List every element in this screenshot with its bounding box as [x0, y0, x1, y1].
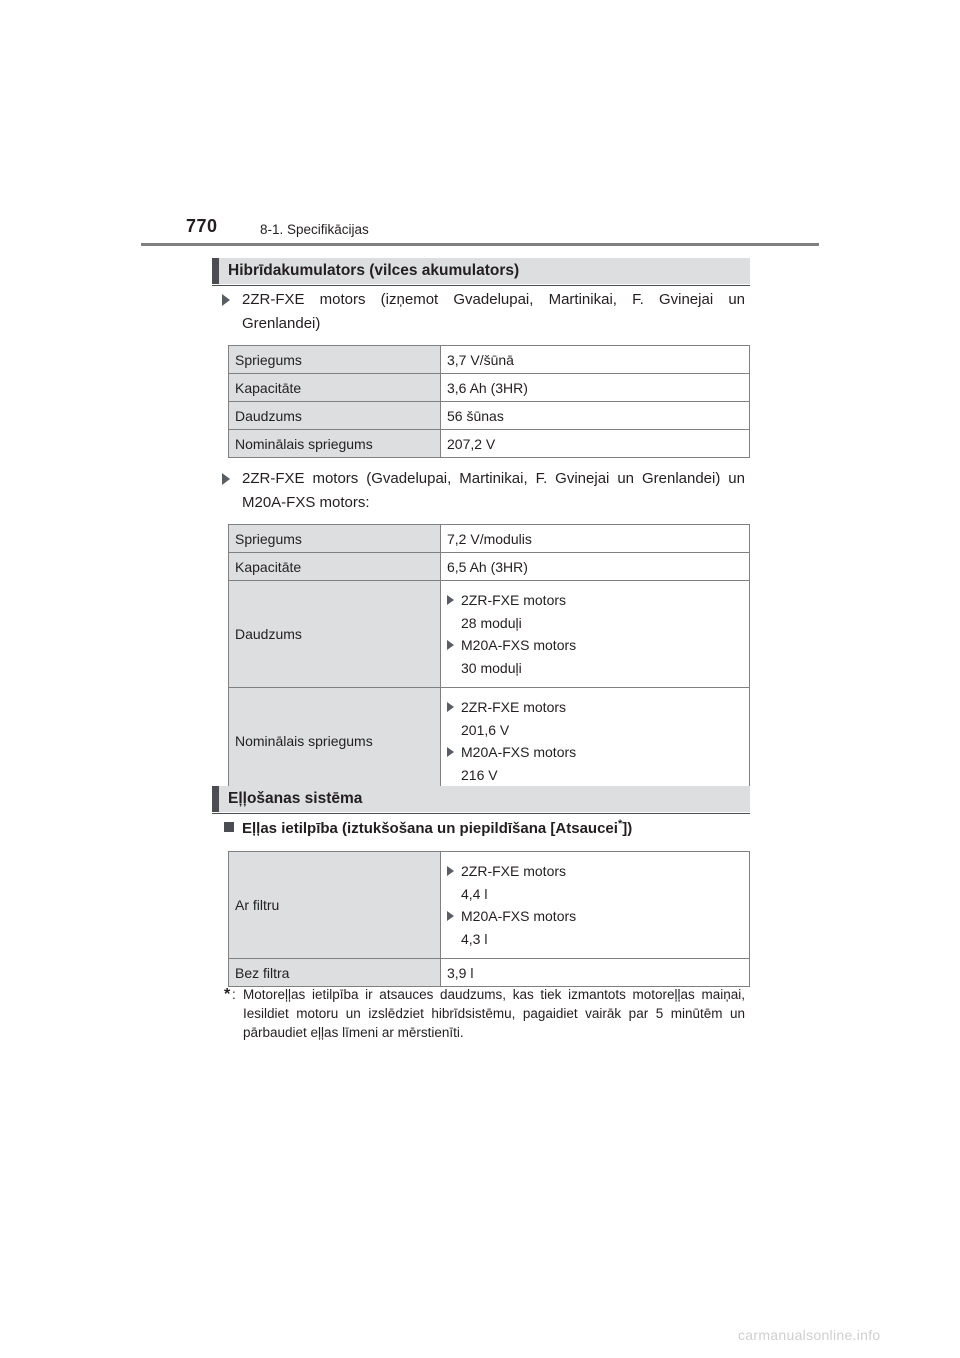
- table-row: [229, 581, 750, 688]
- table-label: Spriegums: [229, 346, 441, 374]
- list-item: [447, 696, 743, 741]
- section-heading-text: Hibrīdakumulators (vilces akumulators): [228, 262, 520, 279]
- engine-value: 216 V: [461, 766, 498, 783]
- engine-value: 201,6 V: [461, 721, 510, 738]
- asterisk-mark: *: [617, 818, 623, 830]
- footnote-colon: :: [232, 987, 236, 1002]
- triangle-bullet-icon: [447, 866, 454, 876]
- watermark: carmanualsonline.info: [738, 1327, 881, 1343]
- table-row: [229, 852, 750, 959]
- paragraph-variant-1: [222, 288, 745, 336]
- engine-name: M20A-FXS motors: [461, 744, 577, 760]
- section-heading-text: Eļļošanas sistēma: [228, 790, 363, 807]
- engine-name: 2ZR-FXE motors: [461, 699, 567, 715]
- triangle-bullet-icon: [447, 747, 454, 757]
- battery-spec-table-2: [228, 524, 750, 795]
- table-value: [441, 852, 750, 959]
- engine-value: 30 moduļi: [461, 659, 522, 676]
- engine-value: 4,4 l: [461, 885, 488, 902]
- table-value: 3,6 Ah (3HR): [441, 374, 750, 402]
- table-row: [229, 374, 750, 402]
- table-value: 3,9 l: [441, 959, 750, 987]
- triangle-bullet-icon: [222, 473, 230, 485]
- chapter-title: 8-1. Specifikācijas: [260, 222, 369, 237]
- page-number: 770: [186, 216, 218, 236]
- table-label: Nominālais spriegums: [229, 430, 441, 458]
- header-rule: [141, 243, 819, 246]
- engine-value: 28 moduļi: [461, 614, 522, 631]
- oil-capacity-subheading: [224, 818, 632, 837]
- paragraph-text: 2ZR-FXE motors (Gvadelupai, Martinikai, F. Gvinejai un Grenlandei) un M20A-FXS motors:: [242, 470, 745, 511]
- subheading-text: Eļļas ietilpība (iztukšošana un piepildīšana [Atsaucei: [242, 820, 618, 837]
- footnote-body: Motoreļļas ietilpība ir atsauces daudzums, kas tiek izmantots motoreļļas maiņai, Iesildiet motoru un izslēdziet hibrīdsistēmu, pagaidiet vairāk par 5 minūtēm un pārbaudiet eļļas līmeni ar mērstienīti.: [243, 987, 745, 1040]
- engine-name: M20A-FXS motors: [461, 637, 577, 653]
- triangle-bullet-icon: [447, 702, 454, 712]
- paragraph-text: 2ZR-FXE motors (izņemot Gvadelupai, Martinikai, F. Gvinejai un Grenlandei): [242, 291, 745, 332]
- engine-name: 2ZR-FXE motors: [461, 592, 567, 608]
- footnote-text: [224, 985, 745, 1042]
- table-label: Ar filtru: [229, 852, 441, 959]
- square-bullet-icon: [224, 822, 234, 832]
- table-label: Bez filtra: [229, 959, 441, 987]
- table-row: [229, 346, 750, 374]
- triangle-bullet-icon: [447, 595, 454, 605]
- table-label: Daudzums: [229, 581, 441, 688]
- engine-value: 4,3 l: [461, 930, 488, 947]
- table-value: [441, 688, 750, 795]
- engine-name: 2ZR-FXE motors: [461, 863, 567, 879]
- oil-capacity-table: [228, 851, 750, 987]
- engine-name: M20A-FXS motors: [461, 908, 577, 924]
- battery-spec-table-1: [228, 345, 750, 458]
- table-value: 7,2 V/modulis: [441, 525, 750, 553]
- paragraph-variant-2: [222, 467, 745, 515]
- footnote-asterisk: *: [224, 986, 231, 1003]
- section-heading-lubrication: [212, 786, 750, 812]
- table-row: [229, 402, 750, 430]
- list-item: [447, 589, 743, 634]
- table-row: [229, 553, 750, 581]
- triangle-bullet-icon: [447, 911, 454, 921]
- list-item: [447, 634, 743, 679]
- table-value: 207,2 V: [441, 430, 750, 458]
- table-label: Daudzums: [229, 402, 441, 430]
- list-item: [447, 860, 743, 905]
- table-row: [229, 688, 750, 795]
- table-label: Nominālais spriegums: [229, 688, 441, 795]
- triangle-bullet-icon: [447, 640, 454, 650]
- subheading-end: ]): [622, 820, 633, 837]
- footnote: [224, 985, 745, 1042]
- table-row: [229, 430, 750, 458]
- table-label: Spriegums: [229, 525, 441, 553]
- table-row: [229, 525, 750, 553]
- table-value: 3,7 V/šūnā: [441, 346, 750, 374]
- table-label: Kapacitāte: [229, 374, 441, 402]
- list-item: [447, 741, 743, 786]
- table-value: [441, 581, 750, 688]
- table-value: 56 šūnas: [441, 402, 750, 430]
- table-value: 6,5 Ah (3HR): [441, 553, 750, 581]
- table-label: Kapacitāte: [229, 553, 441, 581]
- triangle-bullet-icon: [222, 294, 230, 306]
- list-item: [447, 905, 743, 950]
- section-heading-battery: [212, 258, 750, 284]
- table-row: [229, 959, 750, 987]
